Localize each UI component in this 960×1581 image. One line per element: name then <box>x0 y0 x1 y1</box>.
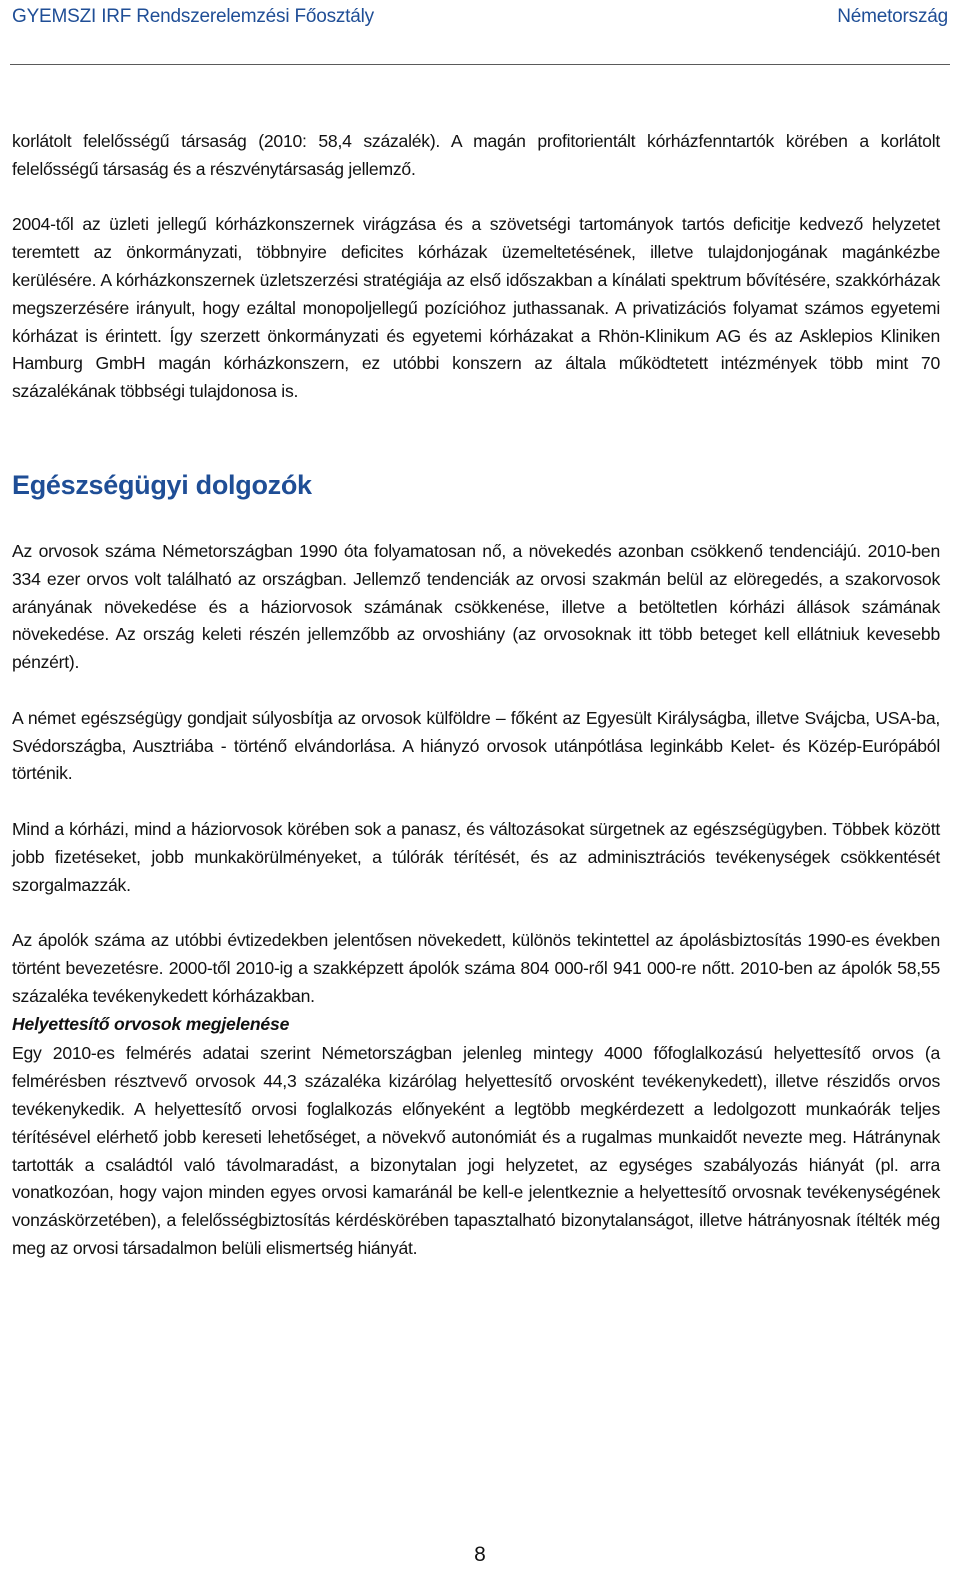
subsection-title-locum-doctors: Helyettesítő orvosok megjelenése <box>12 1013 290 1034</box>
paragraph-hospital-privatization: 2004-től az üzleti jellegű kórházkonszernek virágzása és a szövetségi tartományok tartós deficitje kedvező helyzetet teremtett az önkormányzati, többnyire deficites kórházak üzemeltetésének, illetve tulajdonjogának magánkézbe kerülésére. A kórházkonszernek üzletszerzési stratégiája az első időszakban a kínálati spektrum bővítésére, szakkórházak megszerzésére irányult, hogy ezáltal monopoljellegű pozícióhoz juthassanak. A privatizációs folyamat számos egyetemi kórházat is érintett. Így szerzett önkormányzati és egyetemi kórházakat a Rhön-Klinikum AG és az Asklepios Kliniken Hamburg GmbH magán kórházkonszern, ez utóbbi konszern az általa működtetett intézmények több mint 70 százalékának többségi tulajdonosa is. <box>12 214 940 402</box>
document-body <box>12 128 940 1263</box>
header-country: Németország <box>837 6 948 27</box>
header-organization: GYEMSZI IRF Rendszerelemzési Főosztály <box>12 6 374 27</box>
page-number: 8 <box>474 1543 486 1566</box>
paragraph-doctor-numbers: Az orvosok száma Németországban 1990 óta folyamatosan nő, a növekedés azonban csökkenő tendenciájú. 2010-ben 334 ezer orvos volt található az országban. Jellemző tendenciák az orvosi szakmán belül az elöregedés, a szakorvosok arányának növekedése és a háziorvosok számának csökkenése, illetve a betöltetlen kórházi állások számának növekedése. Az ország keleti részén jellemzőbb az orvoshiány (az orvosoknak itt több beteget kell ellátniuk kevesebb pénzért). <box>12 540 940 673</box>
paragraph-nurse-numbers: Az ápolók száma az utóbbi évtizedekben jelentősen növekedett, különös tekintettel az ápolásbiztosítás 1990-es években történt bevezetésre. 2000-től 2010-ig a szakképzett ápolók száma 804 000-ről 941 000-re nőtt. 2010-ben az ápolók 58,55 százaléka tevékenykedett kórházakban. <box>12 930 940 1006</box>
paragraph-doctor-emigration: A német egészségügy gondjait súlyosbítja az orvosok külföldre – főként az Egyesült Királyságba, illetve Svájcba, USA-ba, Svédországba, Ausztriába - történő elvándorlása. A hiányzó orvosok utánpótlása leginkább Kelet- és Közép-Európából történik. <box>12 707 940 784</box>
header-divider <box>10 64 950 65</box>
paragraph-doctor-complaints: Mind a kórházi, mind a háziorvosok körében sok a panasz, és változásokat sürgetnek az egészségügyben. Többek között jobb fizetéseket, jobb munkakörülményeket, a túlórák térítését, és az adminisztrációs tevékenységek csökkentését szorgalmazzák. <box>12 818 940 895</box>
paragraph-legal-forms: korlátolt felelősségű társaság (2010: 58,4 százalék). A magán profitorientált kórházfenntartók körében a korlátolt felelősségű társaság és a részvénytársaság jellemző. <box>12 131 940 179</box>
section-title-health-workers: Egészségügyi dolgozók <box>12 469 312 500</box>
page-header <box>12 2 948 32</box>
paragraph-locum-doctors: Egy 2010-es felmérés adatai szerint Németországban jelenleg mintegy 4000 főfoglalkozású helyettesítő orvos (a felmérésben résztvevő orvosok 44,3 százaléka kizárólag helyettesítő orvosként tevékenykedett), illetve részidős orvos tevékenykedik. A helyettesítő orvosi foglalkozás előnyeként a legtöbb megkérdezett a ledolgozott munkaórák teljes térítésével elérhető jobb kereseti lehetőséget, a növekvő autonómiát és a rugalmas munkaidőt nevezte meg. Hátránynak tartották a családtól való távolmaradást, a bizonytalan jogi helyzetet, az egységes szabályozás hiányát (pl. arra vonatkozóan, hogy vajon minden egyes orvosi kamaránál be kell-e jelentkeznie a helyettesítő orvosnak tevékenységének vonzáskörzetében), a felelősségbiztosítás kérdéskörében tapasztalható bizonytalanságot, illetve hátrányosnak ítélték még meg az orvosi társadalmon belüli elismertség hiányát. <box>12 1043 940 1258</box>
